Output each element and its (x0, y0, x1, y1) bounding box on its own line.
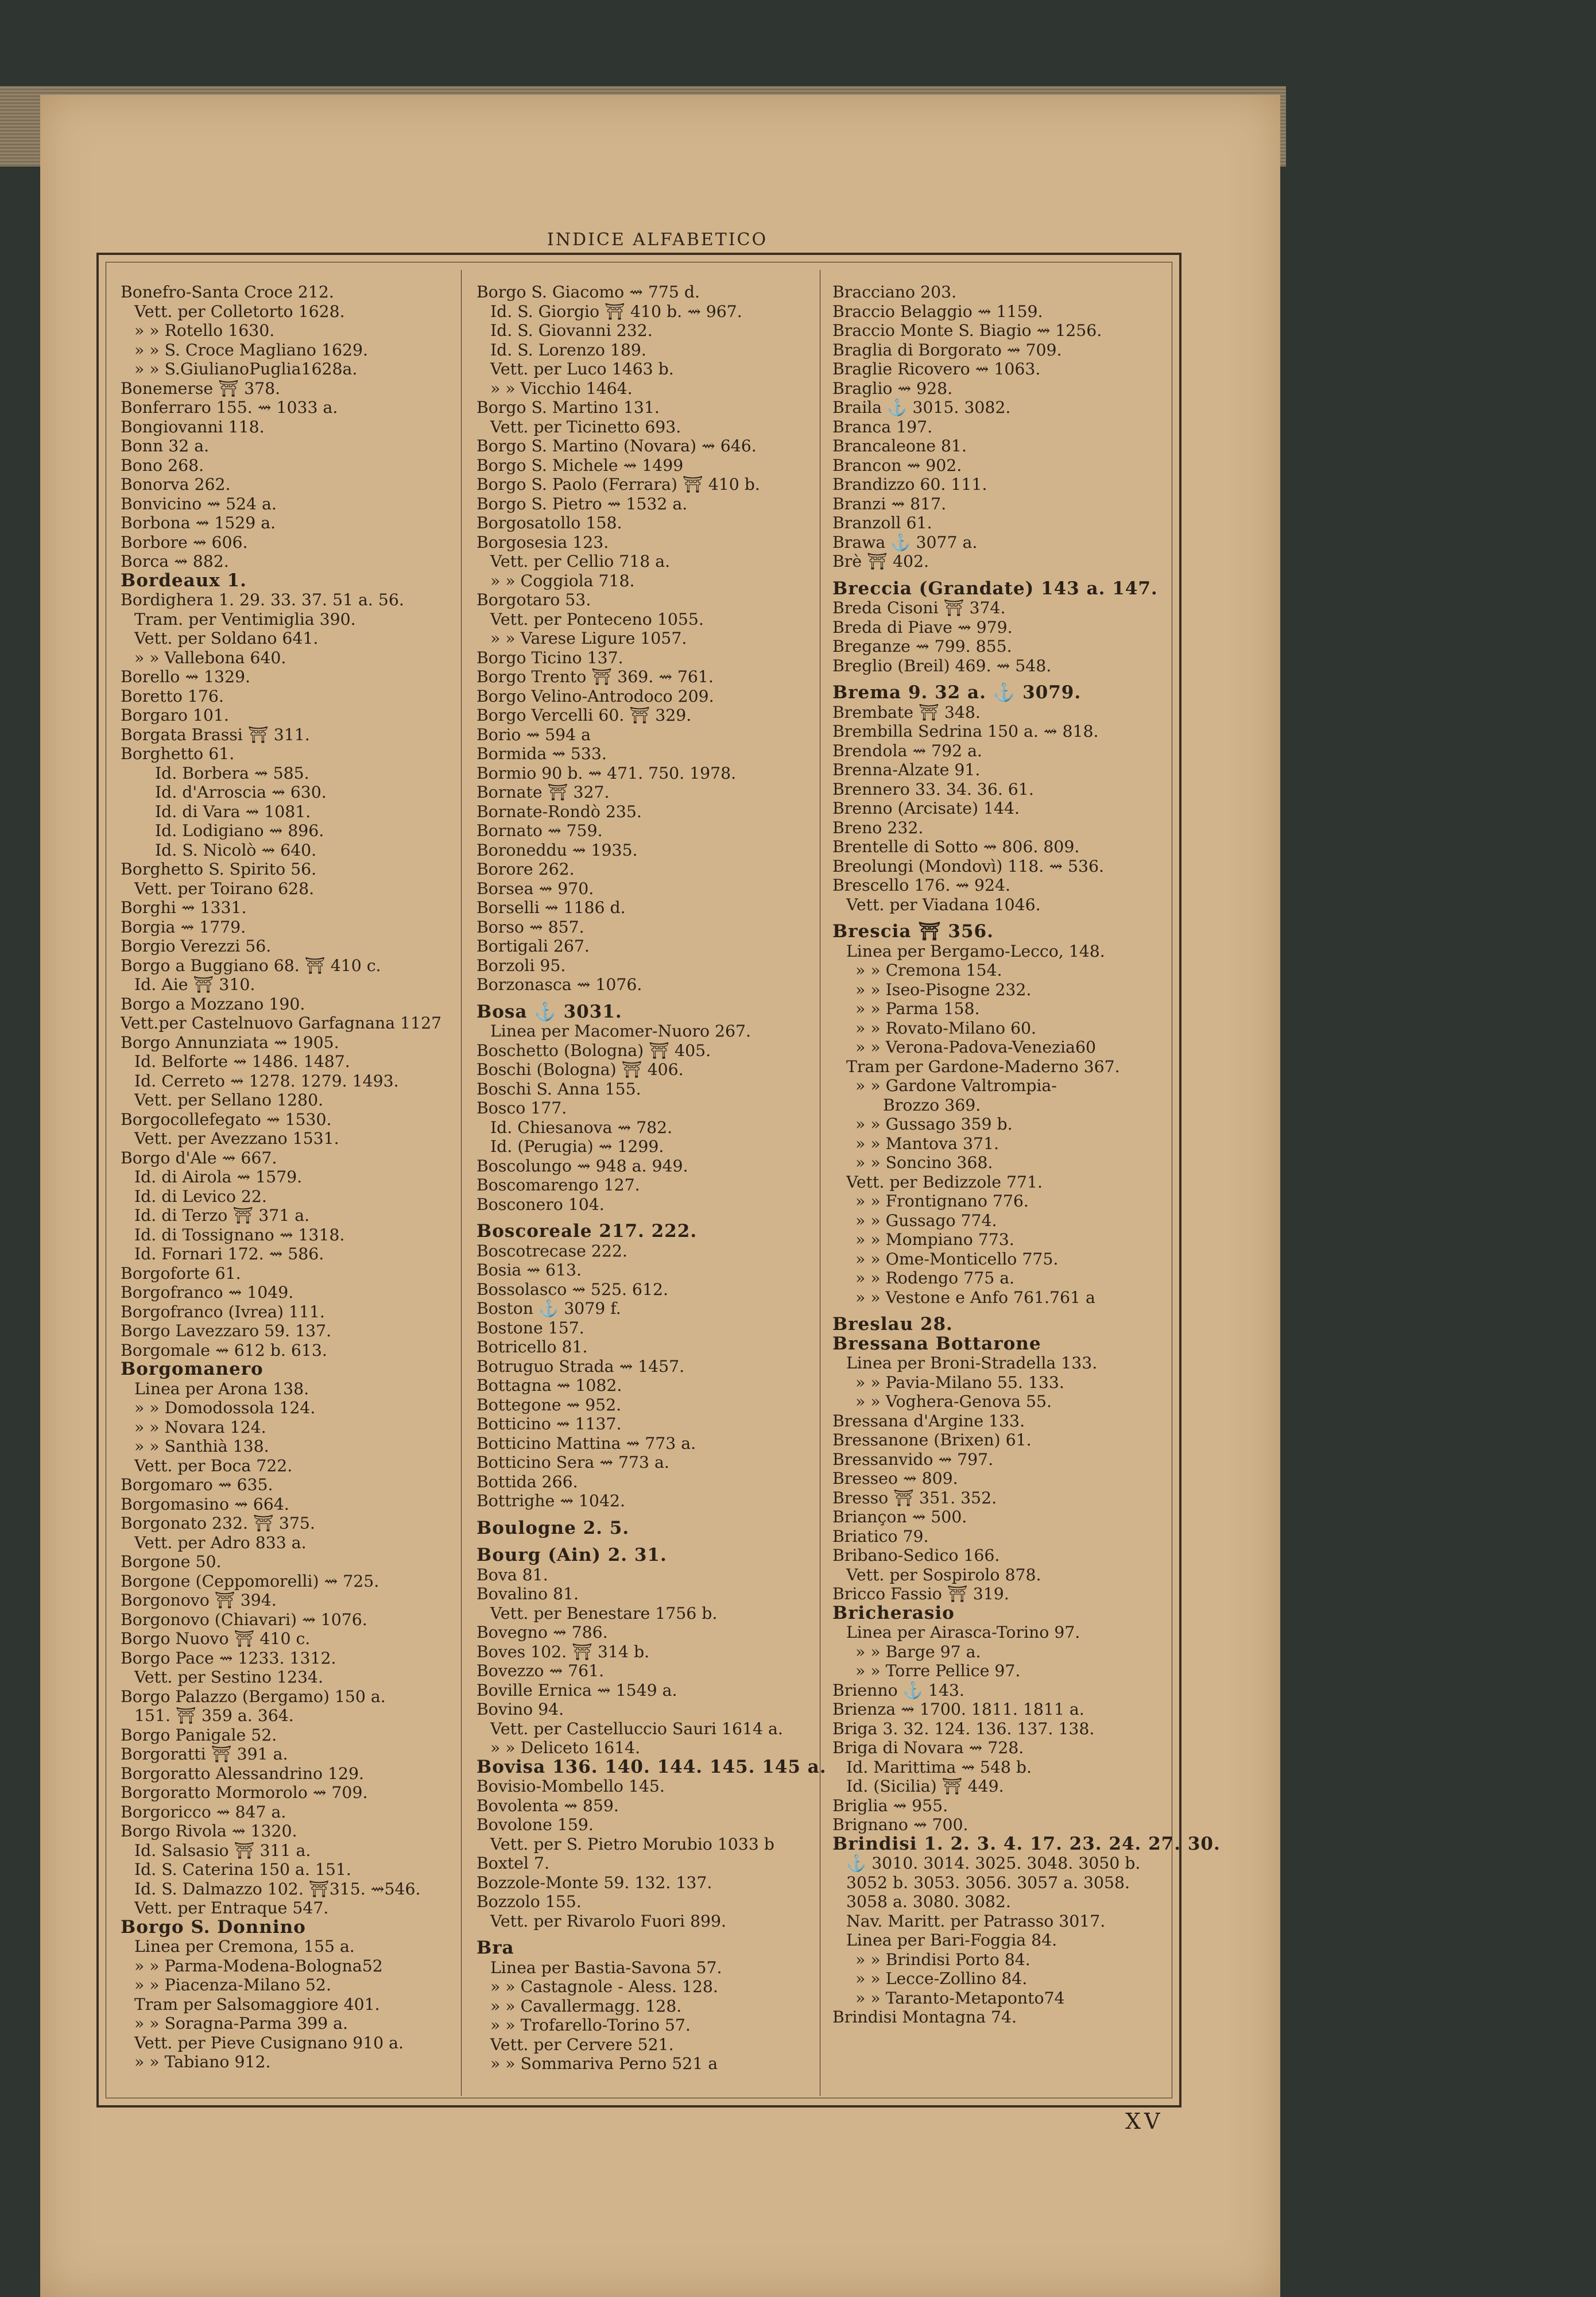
index-entry: Vett. per Boca 722. (134, 1456, 293, 1475)
index-entry: Botticino Sera ⇝ 773 a. (477, 1453, 669, 1472)
index-entry: Id. S. Lorenzo 189. (490, 340, 646, 359)
index-entry: Breda di Piave ⇝ 979. (832, 617, 1013, 637)
index-entry: Vett. per Cervere 521. (490, 2035, 674, 2054)
index-entry: Braccio Belaggio ⇝ 1159. (832, 301, 1043, 321)
index-entry: Vett. per Entraque 547. (134, 1898, 329, 1917)
index-entry: Bovolenta ⇝ 859. (477, 1796, 619, 1815)
index-entry: » » Santhià 138. (134, 1437, 269, 1456)
index-entry: Linea per Cremona, 155 a. (134, 1937, 355, 1956)
index-entry: Borgonovo (Chiavari) ⇝ 1076. (121, 1610, 367, 1629)
index-entry: Borgo S. Paolo (Ferrara) ⛩ 410 b. (477, 475, 760, 494)
index-entry: Bormio 90 b. ⇝ 471. 750. 1978. (477, 763, 737, 783)
index-entry: » » Gussago 774. (855, 1211, 997, 1230)
index-entry: Id. Marittima ⇝ 548 b. (846, 1757, 1032, 1777)
index-entry: » » Frontignano 776. (855, 1192, 1029, 1211)
index-entry: Id. S. Dalmazzo 102. ⛩315. ⇝546. (134, 1879, 421, 1898)
index-entry: ⚓ 3010. 3014. 3025. 3048. 3050 b. (846, 1854, 1141, 1873)
index-entry: Brancon ⇝ 902. (832, 455, 962, 475)
index-entry: Borgoricco ⇝ 847 a. (121, 1802, 286, 1822)
index-entry: » » Varese Ligure 1057. (490, 629, 687, 648)
index-entry: Briançon ⇝ 500. (832, 1507, 967, 1526)
index-entry: Borgo Trento ⛩ 369. ⇝ 761. (477, 667, 714, 686)
index-entry: Bourg (Ain) 2. 31. (477, 1545, 667, 1565)
index-entry: Branzoll 61. (832, 513, 932, 532)
index-entry: Borore 262. (477, 860, 575, 879)
index-entry: Braglie Ricovero ⇝ 1063. (832, 359, 1041, 378)
index-entry: Brentelle di Sotto ⇝ 806. 809. (832, 837, 1080, 856)
index-entry: Brescia ⛩ 356. (832, 921, 994, 942)
page-number: XV (1125, 2109, 1164, 2134)
index-entry: Vett. per Toirano 628. (134, 879, 315, 898)
index-entry: Bonn 32 a. (121, 436, 210, 455)
index-entry: Id. Belforte ⇝ 1486. 1487. (134, 1052, 350, 1071)
index-entry: Borello ⇝ 1329. (121, 667, 250, 686)
index-entry: Borgo Annunziata ⇝ 1905. (121, 1033, 339, 1052)
index-entry: » » S.GiulianoPuglia1628a. (134, 359, 358, 378)
index-entry: Id. S. Nicolò ⇝ 640. (155, 840, 317, 860)
index-entry: » » Rovato-Milano 60. (855, 1018, 1036, 1038)
index-entry: Linea per Bergamo-Lecco, 148. (846, 941, 1105, 961)
index-entry: » » Cavallermagg. 128. (490, 1996, 682, 2016)
index-entry: Vett. per Benestare 1756 b. (490, 1603, 718, 1623)
index-entry: Botruguo Strada ⇝ 1457. (477, 1356, 685, 1376)
index-entry: Bova 81. (477, 1565, 548, 1584)
index-entry: Borgo a Mozzano 190. (121, 994, 305, 1014)
index-entry: Linea per Bari-Foggia 84. (846, 1931, 1057, 1950)
index-entry: Brenno (Arcisate) 144. (832, 799, 1020, 818)
column-separator (461, 270, 462, 2096)
index-entry: Bosconero 104. (477, 1194, 605, 1214)
index-entry: Id. Borbera ⇝ 585. (155, 763, 309, 783)
index-entry: Boscotrecase 222. (477, 1241, 627, 1260)
index-entry: » » Coggiola 718. (490, 571, 635, 590)
index-entry: Bricherasio (832, 1602, 955, 1623)
index-entry: Brindisi 1. 2. 3. 4. 17. 23. 24. 27. 30. (832, 1833, 1221, 1854)
index-entry: Braccio Monte S. Biagio ⇝ 1256. (832, 321, 1102, 340)
index-entry: Borbona ⇝ 1529 a. (121, 513, 276, 532)
index-entry: » » Novara 124. (134, 1417, 266, 1437)
index-entry: Bovezzo ⇝ 761. (477, 1661, 605, 1680)
index-entry: 151. ⛩ 359 a. 364. (134, 1706, 294, 1725)
index-entry: Brienza ⇝ 1700. 1811. 1811 a. (832, 1700, 1084, 1719)
index-entry: Borgo Palazzo (Bergamo) 150 a. (121, 1687, 386, 1706)
index-entry: » » Tabiano 912. (134, 2052, 271, 2071)
index-entry: Vett. per Sospirolo 878. (846, 1565, 1041, 1584)
index-entry: Brennero 33. 34. 36. 61. (832, 779, 1034, 799)
index-entry: Id. di Terzo ⛩ 371 a. (134, 1206, 310, 1225)
index-entry: Vett. per Rivarolo Fuori 899. (490, 1911, 727, 1931)
index-entry: » » Domodossola 124. (134, 1398, 316, 1417)
index-entry: Borgo Vercelli 60. ⛩ 329. (477, 706, 692, 725)
index-entry: Borghi ⇝ 1331. (121, 898, 247, 917)
index-entry: » » Iseo-Pisogne 232. (855, 980, 1032, 999)
index-entry: Vett. per Viadana 1046. (846, 895, 1041, 914)
index-entry: » » Parma 158. (855, 999, 980, 1018)
index-entry: Brindisi Montagna 74. (832, 2008, 1017, 2027)
index-entry: Boscomarengo 127. (477, 1175, 640, 1194)
index-entry: » » Vallebona 640. (134, 648, 286, 667)
index-entry: Breglio (Breil) 469. ⇝ 548. (832, 656, 1052, 675)
index-entry: » » Lecce-Zollino 84. (855, 1969, 1028, 1988)
index-entry: Borgo Pace ⇝ 1233. 1312. (121, 1648, 336, 1668)
index-entry: Borgonovo ⛩ 394. (121, 1591, 277, 1610)
index-entry: Vett.per Castelnuovo Garfagnana 1127 (121, 1014, 442, 1033)
index-entry: Bornato ⇝ 759. (477, 821, 603, 840)
index-entry: Briga di Novara ⇝ 728. (832, 1738, 1024, 1757)
index-entry: » » Ome-Monticello 775. (855, 1249, 1059, 1269)
index-entry: Id. Aie ⛩ 310. (134, 975, 255, 994)
index-entry: Bovegno ⇝ 786. (477, 1623, 608, 1642)
index-entry: Bottegone ⇝ 952. (477, 1395, 622, 1414)
index-entry: » » Parma-Modena-Bologna52 (134, 1956, 383, 1975)
index-entry: Borghetto 61. (121, 744, 235, 763)
index-entry: Bongiovanni 118. (121, 417, 265, 436)
index-entry: » » Taranto-Metaponto74 (855, 1988, 1065, 2008)
index-entry: Borso ⇝ 857. (477, 917, 584, 937)
index-entry: Id. d'Arroscia ⇝ 630. (155, 783, 327, 802)
index-entry: Borbore ⇝ 606. (121, 532, 248, 552)
index-entry: Breda Cisoni ⛩ 374. (832, 598, 1006, 617)
index-entry: Borzoli 95. (477, 956, 566, 975)
index-entry: Bressana d'Argine 133. (832, 1411, 1025, 1430)
index-entry: Borgo Rivola ⇝ 1320. (121, 1822, 297, 1840)
index-entry: » » Brindisi Porto 84. (855, 1950, 1031, 1969)
index-entry: Bovisio-Mombello 145. (477, 1777, 665, 1796)
index-entry: Id. Lodigiano ⇝ 896. (155, 821, 324, 840)
index-column-1 (121, 283, 459, 2072)
index-entry: Borgo Ticino 137. (477, 648, 623, 667)
index-entry: Brembate ⛩ 348. (832, 702, 981, 722)
index-entry: Boves 102. ⛩ 314 b. (477, 1642, 650, 1661)
index-entry: Bresso ⛩ 351. 352. (832, 1488, 997, 1507)
index-entry: » » Trofarello-Torino 57. (490, 2016, 691, 2035)
index-entry: Boscoreale 217. 222. (477, 1221, 698, 1242)
index-entry: Borca ⇝ 882. (121, 552, 229, 571)
index-entry: Boschi (Bologna) ⛩ 406. (477, 1060, 684, 1079)
index-entry: » » Piacenza-Milano 52. (134, 1975, 331, 1994)
index-entry: Bovino 94. (477, 1700, 564, 1719)
index-entry: Braila ⚓ 3015. 3082. (832, 398, 1011, 417)
index-entry: Bottagna ⇝ 1082. (477, 1376, 622, 1395)
index-entry: Borgo Lavezzaro 59. 137. (121, 1321, 332, 1340)
index-entry: » » Soragna-Parma 399 a. (134, 2014, 348, 2033)
index-entry: Linea per Broni-Stradella 133. (846, 1354, 1098, 1372)
index-entry: Borgoratti ⛩ 391 a. (121, 1745, 288, 1764)
index-entry: Bressanone (Brixen) 61. (832, 1430, 1032, 1449)
index-entry: Id. S. Giorgio ⛩ 410 b. ⇝ 967. (490, 301, 742, 321)
index-entry: Breslau 28. (832, 1314, 953, 1335)
index-entry: » » Voghera-Genova 55. (855, 1392, 1052, 1411)
index-entry: Linea per Arona 138. (134, 1379, 309, 1398)
index-entry: Borgone (Ceppomorelli) ⇝ 725. (121, 1571, 379, 1591)
index-entry: Briga 3. 32. 124. 136. 137. 138. (832, 1719, 1095, 1738)
index-entry: Bonorva 262. (121, 475, 231, 494)
index-entry: Bricco Fassio ⛩ 319. (832, 1584, 1009, 1603)
index-entry: Vett. per Sellano 1280. (134, 1091, 324, 1109)
index-entry: Borsea ⇝ 970. (477, 879, 594, 898)
index-entry: Vett. per S. Pietro Morubio 1033 b (490, 1834, 774, 1854)
index-entry: Borgia ⇝ 1779. (121, 917, 246, 937)
index-entry: Bornate-Rondò 235. (477, 802, 642, 821)
index-entry: » » Torre Pellice 97. (855, 1661, 1021, 1680)
index-entry: Borgonato 232. ⛩ 375. (121, 1514, 315, 1533)
index-entry: Boschi S. Anna 155. (477, 1079, 641, 1099)
index-entry: Borgo a Buggiano 68. ⛩ 410 c. (121, 956, 381, 975)
index-entry: Id. di Airola ⇝ 1579. (134, 1167, 303, 1186)
index-entry: Breccia (Grandate) 143 a. 147. (832, 578, 1158, 599)
index-entry: Vett. per Pieve Cusignano 910 a. (134, 2033, 404, 2052)
index-entry: Borgo S. Pietro ⇝ 1532 a. (477, 494, 688, 513)
index-entry: » » Gussago 359 b. (855, 1115, 1013, 1134)
index-entry: Brembilla Sedrina 150 a. ⇝ 818. (832, 722, 1099, 741)
index-entry: Branzi ⇝ 817. (832, 494, 947, 513)
index-entry: Vett. per Adro 833 a. (134, 1533, 307, 1552)
index-entry: Braglio ⇝ 928. (832, 378, 953, 398)
index-entry: Boschetto (Bologna) ⛩ 405. (477, 1041, 711, 1060)
index-entry: Bostone 157. (477, 1318, 584, 1337)
index-entry: » » Rotello 1630. (134, 321, 275, 340)
index-entry: Linea per Bastia-Savona 57. (490, 1958, 722, 1977)
index-entry: Bottrighe ⇝ 1042. (477, 1491, 625, 1510)
index-entry: Borgo S. Michele ⇝ 1499 (477, 455, 684, 475)
index-entry: Boville Ernica ⇝ 1549 a. (477, 1680, 677, 1700)
index-entry: Borgocollefegato ⇝ 1530. (121, 1109, 332, 1129)
index-entry: Botricello 81. (477, 1337, 588, 1356)
index-entry: Borgone 50. (121, 1552, 222, 1571)
index-entry: Brignano ⇝ 700. (832, 1815, 969, 1834)
index-entry: Vett. per Castelluccio Sauri 1614 a. (490, 1719, 783, 1738)
index-entry: Boroneddu ⇝ 1935. (477, 840, 638, 860)
index-entry: Briatico 79. (832, 1526, 929, 1546)
index-entry: Bovisa 136. 140. 144. 145. 145 a. (477, 1756, 827, 1777)
index-entry: » » S. Croce Magliano 1629. (134, 340, 368, 359)
index-entry: Breganze ⇝ 799. 855. (832, 637, 1012, 656)
index-entry: Borgo S. Donnino (121, 1916, 306, 1938)
index-entry: Borgaro 101. (121, 706, 229, 725)
index-entry: Borgo d'Ale ⇝ 667. (121, 1148, 277, 1167)
index-entry: 3052 b. 3053. 3056. 3057 a. 3058. (846, 1873, 1130, 1892)
index-entry: Bovalino 81. (477, 1584, 579, 1603)
index-entry: Brawa ⚓ 3077 a. (832, 532, 978, 552)
index-entry: Borgoforte 61. (121, 1263, 241, 1283)
index-entry: Bonemerse ⛩ 378. (121, 378, 281, 398)
index-entry: Boxtel 7. (477, 1854, 549, 1873)
index-entry: Borgo Nuovo ⛩ 410 c. (121, 1629, 311, 1648)
index-entry: » » Castagnole - Aless. 128. (490, 1977, 718, 1996)
index-entry: Bortigali 267. (477, 937, 590, 956)
page-header: INDICE ALFABETICO (547, 230, 768, 250)
index-entry: Bottida 266. (477, 1472, 578, 1491)
index-entry: Boston ⚓ 3079 f. (477, 1299, 621, 1318)
index-entry: Bracciano 203. (832, 283, 957, 301)
index-entry: Bosco 177. (477, 1099, 567, 1117)
index-entry: Bozzolo 155. (477, 1892, 582, 1911)
index-entry: Id. Salsasio ⛩ 311 a. (134, 1840, 311, 1860)
index-entry: » » Gardone Valtrompia- (855, 1076, 1057, 1095)
index-entry: » » Cremona 154. (855, 961, 1002, 980)
index-entry: » » Deliceto 1614. (490, 1738, 641, 1757)
index-entry: Bosa ⚓ 3031. (477, 1001, 622, 1022)
index-entry: » » Pavia-Milano 55. 133. (855, 1372, 1064, 1392)
index-entry: Borgo S. Martino (Novara) ⇝ 646. (477, 436, 757, 455)
index-entry: Borgofranco ⇝ 1049. (121, 1283, 294, 1302)
index-entry: » » Vicchio 1464. (490, 378, 633, 398)
index-entry: Braglia di Borgorato ⇝ 709. (832, 340, 1062, 359)
index-entry: Borgoratto Alessandrino 129. (121, 1764, 364, 1783)
index-entry: Borgio Verezzi 56. (121, 937, 272, 956)
index-entry: Borgata Brassi ⛩ 311. (121, 725, 310, 744)
index-entry: Borzonasca ⇝ 1076. (477, 975, 642, 994)
index-entry: Botticino ⇝ 1137. (477, 1414, 622, 1433)
index-entry: Vett. per Ponteceno 1055. (490, 609, 704, 629)
index-entry: Vett. per Sestino 1234. (134, 1668, 324, 1687)
index-entry: Bornate ⛩ 327. (477, 783, 610, 802)
index-entry: Id. S. Giovanni 232. (490, 321, 653, 340)
index-entry: Bonefro-Santa Croce 212. (121, 283, 334, 301)
index-entry: Borghetto S. Spirito 56. (121, 860, 317, 879)
index-entry: Id. (Sicilia) ⛩ 449. (846, 1777, 1004, 1796)
index-entry: » » Vestone e Anfo 761.761 a (855, 1287, 1095, 1307)
index-entry: Borgosesia 123. (477, 532, 609, 552)
index-entry: Brendola ⇝ 792 a. (832, 741, 982, 760)
index-entry: Bonvicino ⇝ 524 a. (121, 494, 277, 513)
index-entry: Id. S. Caterina 150 a. 151. (134, 1860, 351, 1879)
index-entry: » » Mompiano 773. (855, 1230, 1014, 1249)
index-entry: Breno 232. (832, 818, 924, 837)
index-entry: Tram per Salsomaggiore 401. (134, 1994, 380, 2014)
index-entry: Id. (Perugia) ⇝ 1299. (490, 1137, 664, 1156)
index-entry: Id. di Tossignano ⇝ 1318. (134, 1225, 345, 1244)
index-entry: Brandizzo 60. 111. (832, 475, 987, 494)
index-entry: Id. Cerreto ⇝ 1278. 1279. 1493. (134, 1071, 399, 1091)
index-entry: Bordeaux 1. (121, 570, 247, 591)
index-entry: Id. di Levico 22. (134, 1186, 267, 1206)
index-entry: Borgoratto Mormorolo ⇝ 709. (121, 1783, 368, 1802)
index-entry: Borselli ⇝ 1186 d. (477, 898, 626, 917)
index-entry: Vett. per Luco 1463 b. (490, 359, 674, 378)
index-entry: Id. Chiesanova ⇝ 782. (490, 1117, 673, 1137)
index-entry: Boscolungo ⇝ 948 a. 949. (477, 1156, 688, 1175)
index-entry: Borgosatollo 158. (477, 513, 622, 532)
index-entry: Borgomanero (121, 1359, 264, 1379)
index-entry: Borgo S. Martino 131. (477, 398, 660, 417)
index-entry: Tram per Gardone-Maderno 367. (846, 1057, 1120, 1076)
index-entry: Bormida ⇝ 533. (477, 744, 607, 763)
index-entry: Borgomale ⇝ 612 b. 613. (121, 1340, 327, 1360)
index-entry: Borgo Velino-Antrodoco 209. (477, 686, 714, 706)
index-entry: Bossolasco ⇝ 525. 612. (477, 1279, 668, 1299)
index-entry: Tram. per Ventimiglia 390. (134, 609, 356, 629)
index-entry: Bra (477, 1938, 514, 1958)
index-entry: Brozzo 369. (883, 1095, 981, 1115)
index-entry: Vett. per Cellio 718 a. (490, 552, 671, 571)
index-entry: Boulogne 2. 5. (477, 1517, 630, 1538)
index-entry: Borgotaro 53. (477, 590, 591, 609)
index-entry: Brienno ⚓ 143. (832, 1680, 964, 1700)
index-entry: Bonferraro 155. ⇝ 1033 a. (121, 398, 338, 417)
index-entry: Bordighera 1. 29. 33. 37. 51 a. 56. (121, 590, 404, 609)
index-entry: Bovolone 159. (477, 1815, 594, 1834)
index-entry: Vett. per Ticinetto 693. (490, 417, 681, 436)
index-entry: » » Soncino 368. (855, 1153, 993, 1172)
index-entry: Id. di Vara ⇝ 1081. (155, 802, 311, 821)
index-entry: Vett. per Colletorto 1628. (134, 301, 345, 321)
index-entry: Bribano-Sedico 166. (832, 1546, 1000, 1565)
index-column-2 (477, 283, 827, 2074)
index-entry: » » Barge 97 a. (855, 1642, 981, 1661)
index-entry: Brescello 176. ⇝ 924. (832, 876, 1011, 895)
index-entry: Bono 268. (121, 455, 204, 475)
index-entry: Breolungi (Mondovì) 118. ⇝ 536. (832, 856, 1104, 876)
index-entry: Branca 197. (832, 417, 933, 436)
index-entry: Bozzole-Monte 59. 132. 137. (477, 1873, 712, 1892)
index-entry: Linea per Macomer-Nuoro 267. (490, 1022, 751, 1041)
index-entry: Nav. Maritt. per Patrasso 3017. (846, 1911, 1106, 1931)
index-entry: Linea per Airasca-Torino 97. (846, 1623, 1080, 1642)
index-entry: Brancaleone 81. (832, 436, 967, 455)
index-entry: Brema 9. 32 a. ⚓ 3079. (832, 682, 1082, 703)
index-entry: Brè ⛩ 402. (832, 552, 929, 571)
index-entry: Briglia ⇝ 955. (832, 1796, 948, 1815)
index-entry: Borgo Panigale 52. (121, 1725, 277, 1745)
index-entry: Bosia ⇝ 613. (477, 1260, 582, 1279)
index-entry: » » Sommariva Perno 521 a (490, 2054, 718, 2073)
index-entry: Borgofranco (Ivrea) 111. (121, 1302, 325, 1321)
index-entry: Vett. per Soldano 641. (134, 629, 319, 648)
index-entry: Vett. per Avezzano 1531. (134, 1129, 339, 1148)
index-entry: Id. Fornari 172. ⇝ 586. (134, 1244, 324, 1263)
index-entry: Boretto 176. (121, 686, 224, 706)
index-entry: » » Rodengo 775 a. (855, 1269, 1015, 1287)
index-entry: Vett. per Bedizzole 771. (846, 1172, 1043, 1192)
index-entry: Borio ⇝ 594 a (477, 725, 591, 744)
index-entry: Brenna-Alzate 91. (832, 760, 981, 779)
index-entry: Borgo S. Giacomo ⇝ 775 d. (477, 283, 700, 301)
index-entry: » » Mantova 371. (855, 1134, 999, 1153)
index-entry: Bressanvido ⇝ 797. (832, 1449, 994, 1469)
index-entry: Borgomaro ⇝ 635. (121, 1475, 273, 1494)
index-entry: Botticino Mattina ⇝ 773 a. (477, 1433, 696, 1453)
index-entry: » » Verona-Padova-Venezia60 (855, 1038, 1096, 1057)
index-entry: Bressana Bottarone (832, 1333, 1041, 1354)
index-entry: Borgomasino ⇝ 664. (121, 1494, 289, 1514)
index-entry: 3058 a. 3080. 3082. (846, 1892, 1011, 1911)
index-entry: Bresseo ⇝ 809. (832, 1469, 958, 1488)
index-column-3 (832, 283, 1221, 2027)
